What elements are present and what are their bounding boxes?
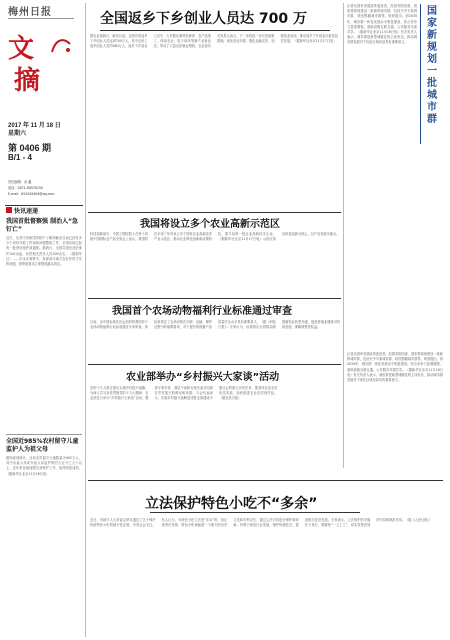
article5-title-rule <box>150 512 360 513</box>
left-item2-title: 全国近985%农村留守儿童监护人为祖父母 <box>6 438 79 453</box>
article3-top-rule <box>88 298 341 299</box>
issue-number: 第 0406 期 <box>8 143 52 153</box>
article2-top-rule <box>88 212 341 213</box>
article4-body: 党的十九大报告提出实施乡村振兴战略。为深入学习宣传贯彻党的十九大精神，农业部近日举办“乡村振兴大家谈”活动，邀请专家学者、基层干部和农民代表共同探讨乡村振兴的路径和举措。与会代表表示，实施乡村振兴战略是决胜全面建成小康社会的重大历史任务，要坚持农业农村优先发展，加快推进农业农村现代化。（据农民日报） <box>90 386 278 401</box>
left-vertical-rule <box>85 3 86 637</box>
tag-square-icon <box>6 207 12 213</box>
article3-title: 我国首个农场动物福利行业标准通过审查 <box>112 306 292 317</box>
decorative-flourish <box>50 34 72 56</box>
article5-top-rule <box>88 480 443 481</box>
article2-body: 科技部副部长、中国工程院院士在第十四届中国国际农产品交易会上表示，我国将在未来三年内设立多个国家农业高新技术产业示范区，推动农业科技创新和成果转化，着力培育一批农业高新技术企业。（据新华社北京11月17日电）示范区将以科技创新为核心，以产业发展为重点。 <box>90 232 340 242</box>
editor-line: 责任编辑：余 鑫 <box>8 180 32 184</box>
phone-line: 电话：0871-60576150 <box>8 186 44 190</box>
right-column-body-continued: 记者从国家发展改革委获悉，经国务院同意，国家将规划建设一批新的城市群，包括关中平原城市群、呼包鄂榆城市群等。规划提出，到2035年，城市群一体化发展水平明显提高，综合竞争力显著增强，基础设施互联互通，公共服务共建共享。（据新华社北京11月16日电）有关负责人表示，城市群是新型城镇化的主体形态，推动城市群发展对于优化区域布局具有重要意义。 <box>347 352 443 383</box>
lead-article-title: 全国返乡下乡创业人员达 700 万 <box>100 11 307 27</box>
right-vertical-rule <box>343 3 344 348</box>
right-column-title: 国家新规划一批城市群 <box>427 6 437 125</box>
left-item1-title: 我国首批督察强 制治人“急钉亡” <box>6 218 79 233</box>
article5-body: 近日，有地方人大常委会审议通过了关于保护传统特色小吃的地方性法规，引发社会关注。有人认为，为特色小吃立法是“多余”的，但记者采访发现，特色小吃承载着一个地方的历史文化和乡愁记忆，通过立法对其进行保护和传承，有利于规范行业发展，保护传统技艺，促进地方经济发展。专家表示，立法保护的关键在于执行，要避免“一立了之”，切实发挥法规的引导和规范作用。（据《人民日报》） <box>90 518 433 528</box>
article2-title: 我国将设立多个农业高新示范区 <box>140 219 280 230</box>
lead-title-rule <box>100 30 330 31</box>
article4-title: 农业部举办“乡村振兴大家谈”活动 <box>126 372 280 383</box>
section-char-wen: 文 <box>8 34 35 64</box>
left-item-divider <box>6 434 82 435</box>
article5-title: 立法保护特色小吃不“多余” <box>145 496 318 512</box>
issue-weekday: 星期六 <box>8 131 27 137</box>
left-item1-body: 近日，从党中央和国务院中了解到截至目前已经有多少个省份开展了约谈和问题整改工作，全国各地已经有一批查处案件被通报。据统计，全国共查处违法案件100余起，问责相关责任人员200余名。（据新华社）……在本次督察中，发现部分地方存在作风不实的问题，督察组要求立即整改落实到位。 <box>6 236 82 267</box>
section-char-zhai: 摘 <box>14 66 41 96</box>
left-column-tag: 快讯速递 <box>14 208 39 215</box>
issue-date: 2017 年 11 月 18 日 <box>8 123 61 129</box>
right-vertical-rule-2 <box>343 348 344 468</box>
left-item2-body: 据民政部统计，目前农村留守儿童数量为902万人，其中由祖父母或外祖父母监护的约占百分之九十以上，近年来各地加强关爱保护工作，取得明显成效。（据新华社北京11月16日电） <box>6 456 82 476</box>
page-code: B/1 - 4 <box>8 153 33 162</box>
right-title-rule <box>420 4 421 144</box>
newspaper-name: 梅州日报 <box>8 7 52 18</box>
right-column-body: 记者从国家发展改革委获悉，经国务院同意，国家将规划建设一批新的城市群，包括关中平原城市群、呼包鄂榆城市群等。规划提出，到2035年，城市群一体化发展水平明显提高，综合竞争力显著增强，基础设施互联互通，公共服务共建共享。（据新华社北京11月16日电）有关负责人表示，城市群是新型城镇化的主体形态，推动城市群发展对于优化区域布局具有重要意义。 <box>347 4 417 45</box>
email-line: E-mail：624349409@qq.com <box>8 192 55 196</box>
masthead-divider <box>8 18 74 19</box>
lead-article-body: 据农业部统计，截至目前，全国各类返乡下乡创业人员达到700万人，其中农民工返乡创业人员约480万人。返乡下乡创业人员中，大多数从事特色种养、农产品加工、休闲农业、电子商务等新产业新业态，带动了大量农民就业增收。农业部有关负责人表示，下一步将进一步完善政策措施，优化创业环境，强化金融支持，加强创业培训，推动返乡下乡创业向更高层次发展。（据新华社北京11月17日电） <box>90 34 338 49</box>
article4-top-rule <box>88 364 341 365</box>
article3-body: 日前，由中国标准化协会组织的我国首个农场动物福利行业标准通过专家审查。该标准规定了农场动物在饲养、运输、屠宰过程中的福利要求，对于提升我国畜产品质量安全水平具有重要意义。（据《科技日报》）专家认为，标准的出台将推动我国畜牧业转型升级，促进养殖业健康可持续发展，保障消费者权益。 <box>90 320 340 330</box>
